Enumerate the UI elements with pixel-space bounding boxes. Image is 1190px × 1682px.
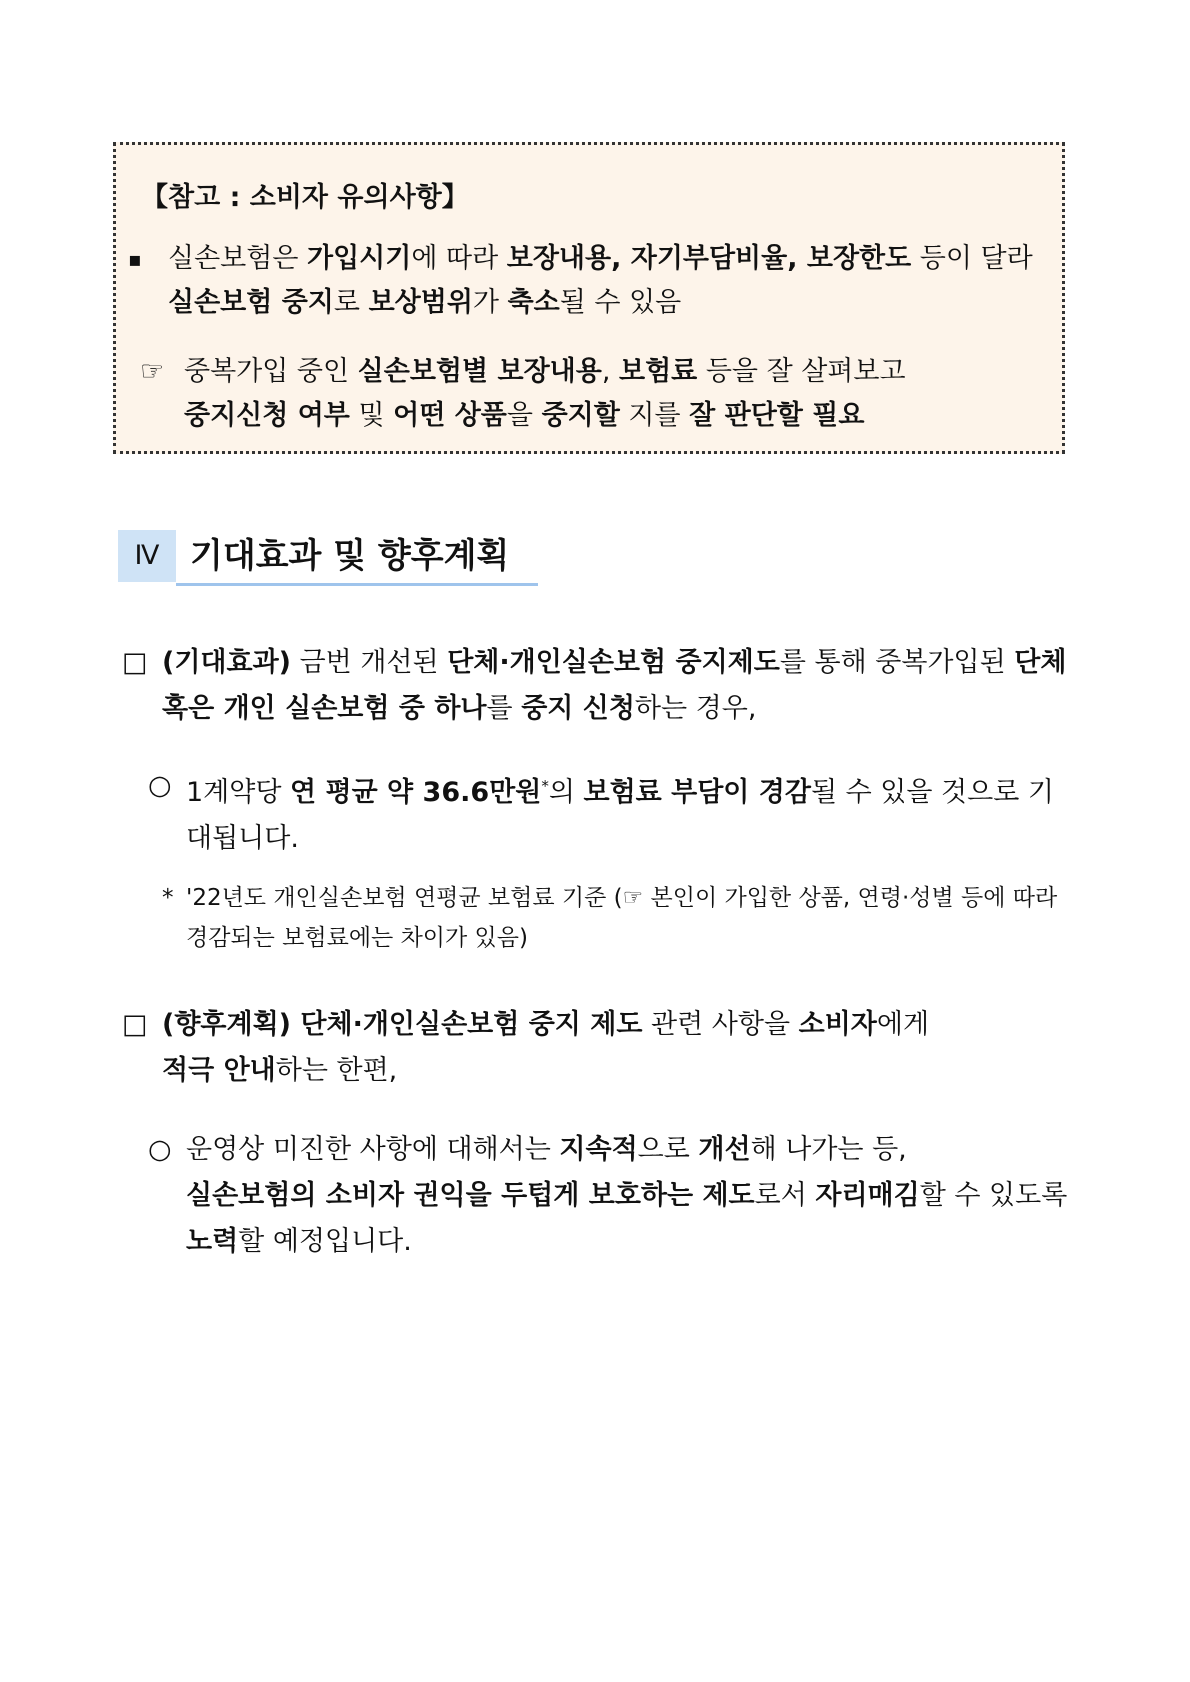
- section-underline: [176, 583, 538, 586]
- notice-bullet: [128, 237, 1058, 325]
- improvement-item: [148, 1127, 1080, 1265]
- footnote-text: '22년도 개인실손보험 연평균 보험료 기준 (☞ 본인이 가입한 상품, 연령·성별 등에 따라 경감되는 보험료에는 차이가 있음): [186, 885, 1058, 951]
- circle-bullet-icon: ○: [148, 770, 172, 801]
- premium-saving-item: [148, 763, 1080, 862]
- notice-tip-line-2: 중지신청 여부 및 어떤 상품을 중지할 지를 잘 판단할 필요: [184, 400, 865, 431]
- notice-tip: [140, 350, 1040, 438]
- notice-bullet-text: 실손보험은 가입시기에 따라 보장내용, 자기부담비율, 보장한도 등이 달라 실손보험 중지로 보상범위가 축소될 수 있음: [168, 243, 1033, 318]
- expected-effect-item: [122, 640, 1080, 732]
- footnote: [162, 878, 1080, 958]
- improvement-line-1: 운영상 미진한 사항에 대해서는 지속적으로 개선해 나가는 등,: [186, 1134, 907, 1165]
- future-plan-item: [122, 1002, 1080, 1094]
- premium-saving-text: 1계약당 연 평균 약 36.6만원*의 보험료 부담이 경감될 수 있을 것으로 기대됩니다.: [186, 777, 1054, 854]
- consumer-notice-box: [113, 142, 1065, 454]
- pointing-hand-icon: ☞: [140, 356, 165, 387]
- section-number: Ⅳ: [118, 530, 176, 582]
- footnote-mark: *: [162, 885, 174, 911]
- checkbox-square-icon: □: [122, 1009, 148, 1040]
- section-title: 기대효과 및 향후계획: [190, 536, 510, 576]
- notice-tip-text: [184, 350, 1040, 438]
- section-heading: [118, 530, 538, 586]
- circle-bullet-icon: ○: [148, 1134, 172, 1165]
- square-bullet-icon: ▪: [128, 247, 142, 271]
- future-plan-line-2: 적극 안내하는 한편,: [162, 1055, 398, 1086]
- notice-title: 【참고 : 소비자 유의사항】: [141, 182, 469, 213]
- improvement-text: [186, 1127, 1080, 1265]
- future-plan-line-1: (향후계획) 단체·개인실손보험 중지 제도 관련 사항을 소비자에게: [162, 1009, 930, 1040]
- improvement-rest: 실손보험의 소비자 권익을 두텁게 보호하는 제도로서 자리매김할 수 있도록 노력할 예정입니다.: [186, 1180, 1068, 1257]
- checkbox-square-icon: □: [122, 647, 148, 678]
- future-plan-text: [162, 1002, 1080, 1094]
- notice-tip-line-1: 중복가입 중인 실손보험별 보장내용, 보험료 등을 잘 살펴보고: [184, 356, 906, 387]
- expected-effect-text: (기대효과) 금번 개선된 단체·개인실손보험 중지제도를 통해 중복가입된 단체 혹은 개인 실손보험 중 하나를 중지 신청하는 경우,: [162, 647, 1067, 724]
